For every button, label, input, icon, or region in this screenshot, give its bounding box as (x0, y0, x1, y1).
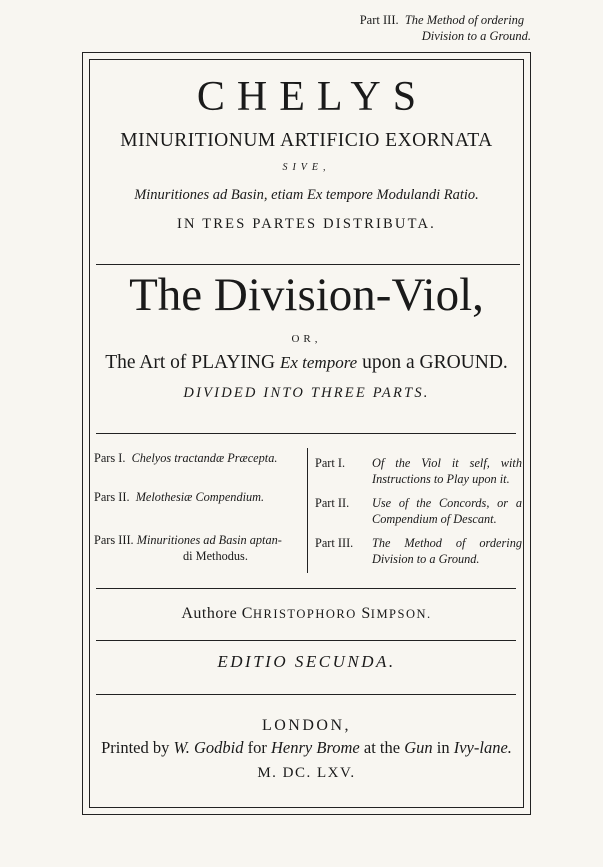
edition-line: EDITIO SECUNDA. (217, 652, 396, 671)
imprint-year: M. DC. LXV. (257, 765, 356, 781)
column-separator (307, 448, 308, 573)
running-head-part: Part III. (359, 13, 399, 27)
chelys-title: CHELYS (196, 74, 429, 120)
running-head-line1: The Method of ordering (404, 13, 525, 27)
english-part-text: Use of the Concords, or a Compendium of Descant. (372, 496, 522, 526)
imprint-text: Printed by (101, 738, 174, 757)
divider-rule (96, 694, 516, 695)
latin-part-item (94, 489, 264, 505)
latin-part-label: Pars II. (94, 490, 130, 504)
imprint-printer: W. Godbid (173, 738, 244, 757)
or-line: OR, (291, 333, 322, 345)
running-head (360, 12, 531, 44)
art-line (89, 352, 524, 374)
english-part-label: Part I. (315, 456, 346, 470)
latin-part-label: Pars I. (94, 451, 126, 465)
divided-line: DIVIDED INTO THREE PARTS. (183, 385, 430, 401)
running-head-line2: Division to a Ground. (421, 29, 531, 43)
latin-part-item (94, 532, 282, 548)
author-line (89, 605, 524, 623)
latin-part-item (94, 450, 277, 466)
author-first-name: HRISTOPHORO (252, 607, 362, 621)
divider-rule (96, 588, 516, 589)
imprint-text: for (243, 738, 271, 757)
tres-partes-line: IN TRES PARTES DISTRIBUTA. (176, 216, 436, 232)
english-part-label: Part III. (315, 536, 354, 550)
imprint-text: at the (359, 738, 405, 757)
english-part-label: Part II. (315, 496, 350, 510)
imprint-publisher: Henry Brome (271, 738, 360, 757)
art-italic: Ex tempore (279, 353, 358, 372)
english-part-text: The Method of ordering Division to a Ground. (372, 536, 522, 566)
divider-rule (96, 433, 516, 434)
latin-part-text: Minuritiones ad Basin aptan- (136, 533, 282, 547)
english-part-text: Of the Viol it self, with Instructions to Play upon it. (372, 456, 522, 486)
art-post: upon a GROUND. (357, 352, 508, 373)
art-pre: The Art of PLAYING (105, 352, 280, 373)
latin-part-text: Melothesiæ Compendium. (135, 490, 265, 504)
author-pre: Authore (181, 605, 242, 622)
author-initial: C (241, 605, 253, 622)
latin-part-label: Pars III. (94, 533, 134, 547)
imprint-line (89, 738, 524, 758)
author-initial: S (361, 605, 371, 622)
imprint-street: Ivy-lane. (453, 738, 512, 757)
english-title: The Division-Viol, (129, 269, 484, 321)
latin-part-text-cont: di Methodus. (183, 549, 248, 563)
imprint-sign: Gun (404, 738, 433, 757)
divider-rule (96, 640, 516, 641)
imprint-text: in (432, 738, 454, 757)
sive-line: SIVE, (282, 162, 331, 173)
divider-rule (96, 264, 520, 265)
latin-part-text: Chelyos tractandæ Præcepta. (131, 451, 278, 465)
latin-subtitle: MINURITIONUM ARTIFICIO EXORNATA (120, 130, 493, 151)
author-last-name: IMPSON. (370, 607, 432, 621)
latin-description: Minuritiones ad Basin, etiam Ex tempore Modulandi Ratio. (134, 187, 479, 203)
imprint-city: LONDON, (261, 717, 352, 734)
